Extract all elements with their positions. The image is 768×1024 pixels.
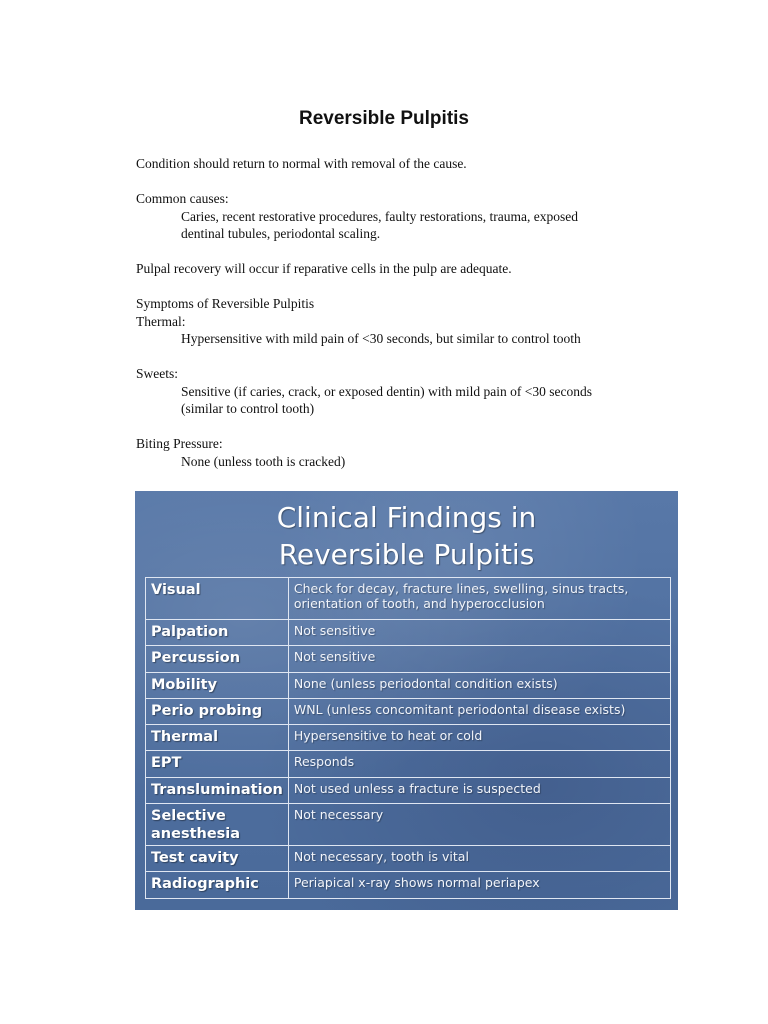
biting-detail: None (unless tooth is cracked) (181, 453, 346, 469)
table-row (146, 578, 671, 620)
sweets-section (136, 365, 696, 418)
common-causes-heading: Common causes: (136, 191, 229, 206)
table-row (146, 672, 671, 698)
table-row (146, 777, 671, 803)
table-row (146, 751, 671, 777)
table-row (146, 698, 671, 724)
document-body (136, 155, 696, 488)
finding-label: Translumination (146, 777, 289, 803)
finding-label: Palpation (146, 620, 289, 646)
finding-value: None (unless periodontal condition exists) (288, 672, 670, 698)
finding-label: EPT (146, 751, 289, 777)
finding-value: Hypersensitive to heat or cold (288, 725, 670, 751)
symptoms-heading: Symptoms of Reversible Pulpitis (136, 296, 315, 311)
finding-label: Percussion (146, 646, 289, 672)
slide-title-line: Clinical Findings in (276, 501, 537, 534)
finding-label: Selective anesthesia (146, 804, 289, 846)
finding-value: Not sensitive (288, 620, 670, 646)
slide-title-line: Reversible Pulpitis (278, 538, 535, 571)
finding-value: WNL (unless concomitant periodontal disease exists) (288, 698, 670, 724)
biting-section (136, 435, 696, 470)
table-row (146, 846, 671, 872)
thermal-section (136, 295, 696, 348)
finding-label: Thermal (146, 725, 289, 751)
common-causes-section (136, 190, 696, 243)
recovery-paragraph: Pulpal recovery will occur if reparative cells in the pulp are adequate. (136, 261, 512, 276)
thermal-detail: Hypersensitive with mild pain of <30 seconds, but similar to control tooth (181, 331, 581, 346)
finding-label: Visual (146, 578, 289, 620)
finding-label: Test cavity (146, 846, 289, 872)
common-causes-line: Caries, recent restorative procedures, faulty restorations, trauma, exposed (181, 208, 578, 224)
finding-value: Periapical x-ray shows normal periapex (288, 872, 670, 898)
finding-value: Responds (288, 751, 670, 777)
table-row (146, 620, 671, 646)
finding-label: Perio probing (146, 698, 289, 724)
clinical-findings-slide (135, 491, 678, 910)
table-row (146, 872, 671, 898)
sweets-detail: Sensitive (if caries, crack, or exposed dentin) with mild pain of <30 seconds (181, 383, 593, 399)
intro-paragraph: Condition should return to normal with removal of the cause. (136, 156, 467, 171)
biting-heading: Biting Pressure: (136, 436, 223, 451)
table-row (146, 725, 671, 751)
thermal-heading: Thermal: (136, 313, 186, 329)
finding-value: Not necessary (288, 804, 670, 846)
clinical-findings-table (145, 577, 671, 899)
table-row (146, 646, 671, 672)
finding-label: Mobility (146, 672, 289, 698)
finding-label: Radiographic (146, 872, 289, 898)
table-row (146, 804, 671, 846)
finding-value: Not necessary, tooth is vital (288, 846, 670, 872)
finding-value: Check for decay, fracture lines, swelling, sinus tracts, orientation of tooth, and hyperocclusion (288, 578, 670, 620)
finding-value: Not sensitive (288, 646, 670, 672)
slide-title (135, 499, 678, 573)
common-causes-line: dentinal tubules, periodontal scaling. (181, 226, 381, 241)
sweets-detail: (similar to control tooth) (181, 401, 315, 416)
sweets-heading: Sweets: (136, 366, 178, 381)
finding-value: Not used unless a fracture is suspected (288, 777, 670, 803)
page-title: Reversible Pulpitis (298, 108, 469, 129)
